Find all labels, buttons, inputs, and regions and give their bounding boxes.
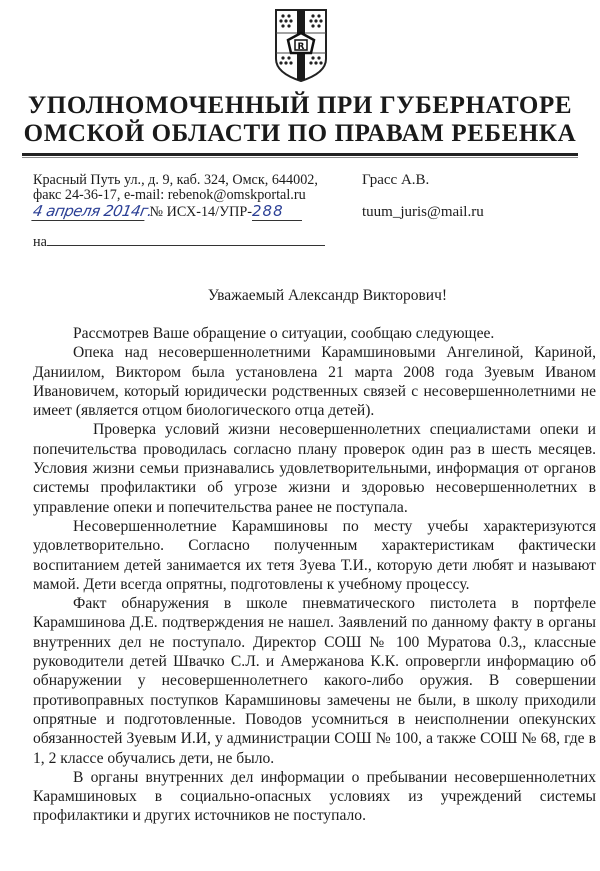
paragraph-6: В органы внутренних дел информации о пребывании несовершеннолетних Карамшиновых в социально-опасных условиях из учреждений системы профилактики и других источников не поступало. bbox=[33, 768, 596, 825]
paragraph-5: Факт обнаружения в школе пневматического пистолета в портфеле Карамшинова Д.Е. подтверждения не нашел. Заявлений по данному факту в органы внутренних дел не поступало. Директор СОШ № 100 Муратова 0.3,, классные руководители детей Швачко С.Л. и Амержанова К.К. опровергли информацию об обнаружении у несовершеннолетнего какого-либо оружия. В совершении противоправных поступков Карамшиновы замечены не были, в школу приходили опрятные и подготовленные. Поводов усомниться в неисполнении опекунских обязанностей Зуевым И.И, у администрации СОШ № 100, а также СОШ № 68, где в 1, 2 классе обучались дети, не было. bbox=[33, 595, 596, 767]
organization-title bbox=[0, 92, 600, 148]
handwritten-date: 4 апреля 2014г. bbox=[31, 202, 154, 220]
letter-body bbox=[33, 324, 596, 826]
sender-contacts: факс 24-36-17, e-mail: rebenok@omskportal.ru bbox=[33, 187, 306, 203]
header-divider bbox=[22, 153, 578, 156]
header-divider-thin bbox=[22, 157, 578, 158]
recipient-name: Грасс А.В. bbox=[362, 172, 430, 188]
outgoing-registration bbox=[33, 202, 302, 226]
paragraph-1: Рассмотрев Ваше обращение о ситуации, сообщаю следующее. bbox=[73, 325, 495, 342]
sender-address: Красный Путь ул., д. 9, каб. 324, Омск, 644002, bbox=[33, 172, 318, 188]
reply-to-label: на bbox=[33, 234, 47, 250]
letter-greeting: Уважаемый Александр Викторович! bbox=[207, 287, 448, 304]
reply-to-blank-line bbox=[47, 233, 325, 246]
svg-text:R: R bbox=[297, 42, 305, 52]
org-title-line-1: УПОЛНОМОЧЕННЫЙ ПРИ ГУБЕРНАТОРЕ bbox=[27, 92, 573, 119]
reply-to-field bbox=[33, 233, 325, 251]
omsk-coat-of-arms-icon bbox=[273, 7, 329, 83]
paragraph-3: Проверка условий жизни несовершеннолетних специалистами опеки и попечительства проводилась согласно плану проверок один раз в шесть месяцев. Условия жизни семьи признавались удовлетворительными, информация от органов системы профилактики об угрозе жизни и здоровью несовершеннолетних в управление опеки и попечительства ранее не поступала. bbox=[33, 421, 596, 516]
paragraph-4: Несовершеннолетние Карамшиновы по месту учебы характеризуются удовлетворительно. Согласно полученным характеристикам фактически воспитанием детей занимается их тетя Зуева Т.И., которую дети любят и называют мамой. Дети всегда опрятны, подготовлены к учебному процессу. bbox=[33, 517, 596, 593]
paragraph-2: Опека над несовершеннолетними Карамшиновыми Ангелиной, Кариной, Даниилом, Виктором была установлена 21 марта 2008 года Зуевым Иваном Ивановичем, который юридически родственных связей с несовершеннолетними не имеет (является отцом биологического отца детей). bbox=[33, 344, 596, 420]
org-title-line-2: ОМСКОЙ ОБЛАСТИ ПО ПРАВАМ РЕБЕНКА bbox=[23, 120, 577, 147]
recipient-email: tuum_juris@mail.ru bbox=[362, 204, 484, 220]
handwritten-registration-number: 288 bbox=[252, 202, 302, 221]
registration-number-prefix: № ИСХ-14/УПР- bbox=[149, 204, 252, 220]
